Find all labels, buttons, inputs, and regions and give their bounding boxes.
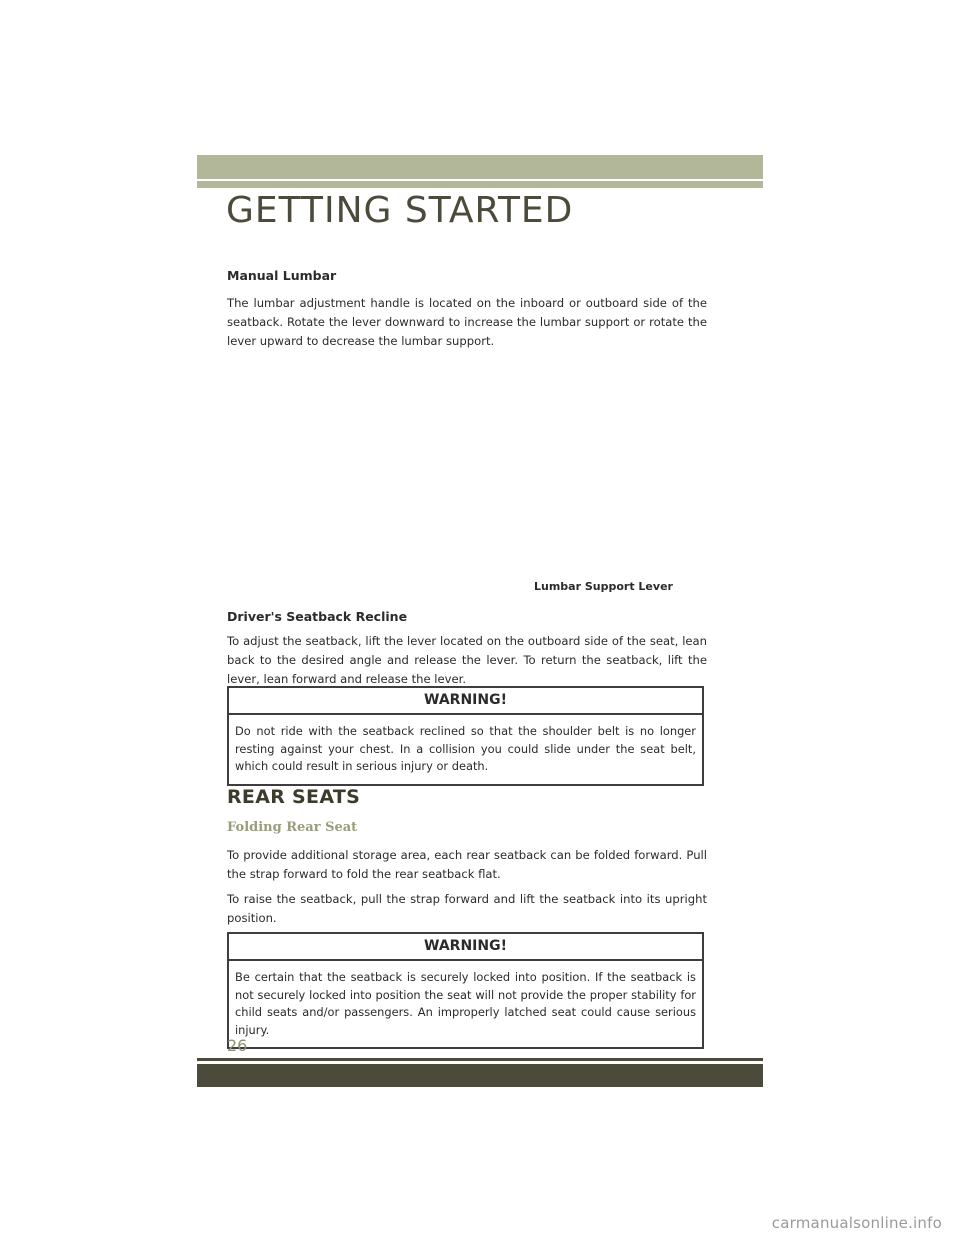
recline-heading: Driver's Seatback Recline <box>227 609 408 624</box>
manual-lumbar-body: The lumbar adjustment handle is located on the inboard or outboard side of the seatback. Rotate the lever downward to increase the lumbar support or rotate the lever upward to decrease the lumbar support. <box>227 296 707 348</box>
header-bar <box>197 155 763 179</box>
figure-caption: Lumbar Support Lever <box>534 580 673 593</box>
page-number: 26 <box>227 1036 248 1055</box>
watermark: carmanualsonline.info <box>771 1214 942 1232</box>
header-bar-thin <box>197 181 763 188</box>
manual-lumbar-heading: Manual Lumbar <box>227 268 337 283</box>
warning-body: Be certain that the seatback is securely locked into position. If the seatback is not securely locked into position the seat will not provide the proper stability for child seats and/or passengers. An improperly latched seat could cause serious injury. <box>235 970 696 1037</box>
folding-rear-seat-heading: Folding Rear Seat <box>227 820 358 835</box>
recline-body: To adjust the seatback, lift the lever located on the outboard side of the seat, lean back to the desired angle and release the lever. To return the seatback, lift the lever, lean forward and release the lever. <box>227 634 707 686</box>
footer-bar-thin <box>197 1058 763 1061</box>
rear-seats-para-2: To raise the seatback, pull the strap forward and lift the seatback into its upright position. <box>227 892 707 925</box>
rear-seats-heading: REAR SEATS <box>227 786 361 808</box>
section-title: GETTING STARTED <box>226 190 574 231</box>
rear-seats-para-1: To provide additional storage area, each rear seatback can be folded forward. Pull the strap forward to fold the rear seatback flat. <box>227 848 707 881</box>
warning-body: Do not ride with the seatback reclined so that the shoulder belt is no longer resting against your chest. In a collision you could slide under the seat belt, which could result in serious injury or death. <box>235 724 696 773</box>
warning-box-recline <box>227 686 704 786</box>
warning-box-rear-seat <box>227 932 704 1049</box>
warning-title: WARNING! <box>229 688 702 715</box>
footer-bar <box>197 1064 763 1087</box>
warning-title: WARNING! <box>229 934 702 961</box>
rear-seats-section <box>227 846 707 928</box>
manual-lumbar-section <box>227 268 707 351</box>
recline-section <box>227 609 707 689</box>
